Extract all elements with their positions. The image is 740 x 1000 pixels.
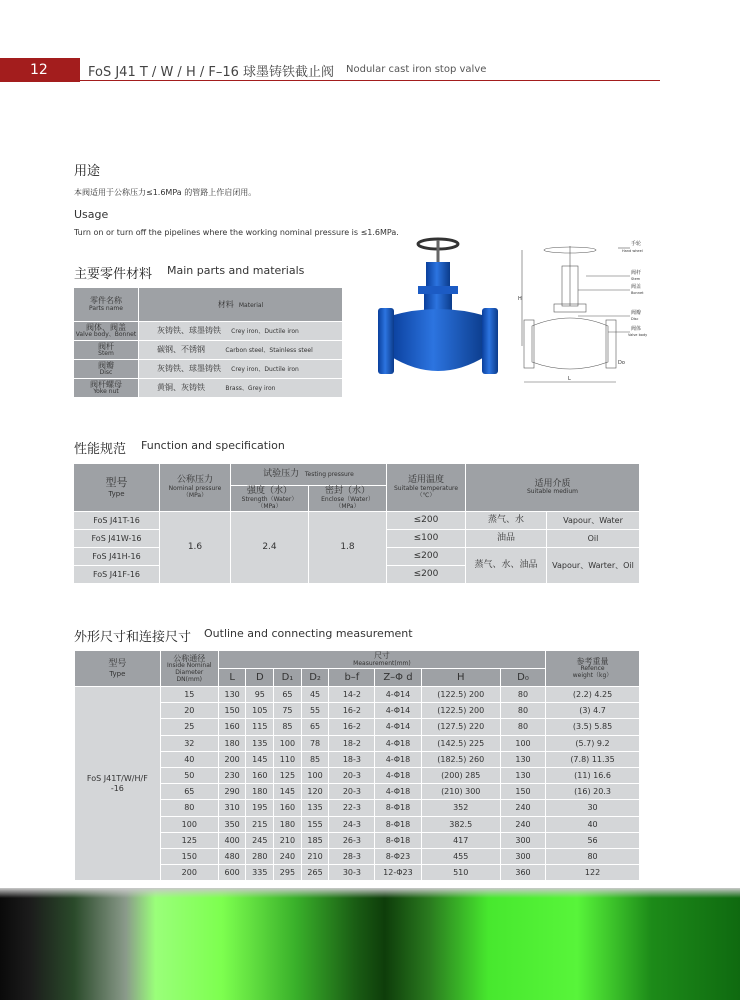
table-cell: (127.5) 220: [421, 719, 500, 735]
header-cell: 参考重量 Refence weight（kg）: [546, 651, 640, 687]
table-cell: 18-2: [329, 735, 375, 751]
table-cell: 蒸气、水、油品: [466, 548, 547, 584]
table-cell: 130: [500, 751, 545, 767]
table-cell: 28-3: [329, 848, 375, 864]
table-cell: 8-Φ18: [375, 800, 421, 816]
table-cell: 150: [500, 784, 545, 800]
table-cell: 阀体、阀盖 Valve body、Bonnet: [74, 322, 139, 341]
table-row: [74, 379, 343, 398]
header-cell: Z–Φ d: [375, 669, 421, 687]
table-cell: 215: [246, 816, 274, 832]
table-cell: 32: [160, 735, 218, 751]
table-row: [75, 848, 640, 864]
table-cell: 135: [246, 735, 274, 751]
table-cell: 16-2: [329, 719, 375, 735]
table-cell: FoS J41W-16: [74, 530, 160, 548]
table-cell: ≤200: [387, 548, 466, 566]
table-cell: 200: [160, 865, 218, 881]
table-cell: 352: [421, 800, 500, 816]
table-cell: 4-Φ14: [375, 703, 421, 719]
table-cell: 85: [274, 719, 302, 735]
table-cell: 40: [160, 751, 218, 767]
header-cell: 零件名称 Parts name: [74, 288, 139, 322]
drawing-label: 阀体: [631, 326, 642, 332]
function-table: [73, 463, 640, 584]
table-cell: 130: [500, 767, 545, 783]
table-cell: 195: [246, 800, 274, 816]
table-cell: 16-2: [329, 703, 375, 719]
drawing-label: 阀瓣: [631, 310, 642, 316]
table-cell: 30-3: [329, 865, 375, 881]
table-cell: (7.8) 11.35: [546, 751, 640, 767]
table-cell: 105: [246, 703, 274, 719]
table-row: [75, 816, 640, 832]
table-cell: (3) 4.7: [546, 703, 640, 719]
header-cell: D: [246, 669, 274, 687]
header-cell: 型号 Type: [74, 464, 160, 512]
table-cell: FoS J41H-16: [74, 548, 160, 566]
header-cell: L: [218, 669, 246, 687]
outline-table: [74, 650, 640, 881]
table-row: [75, 800, 640, 816]
table-cell: 417: [421, 832, 500, 848]
header-cell: 强度（水） Strength（Water） （MPa）: [231, 486, 309, 512]
table-cell: 油品: [466, 530, 547, 548]
table-cell: 黄铜、灰铸铁 Brass、Grey iron: [139, 379, 343, 398]
table-row: [74, 512, 640, 530]
table-cell: 145: [246, 751, 274, 767]
table-row: [74, 341, 343, 360]
header-cell: D₁: [274, 669, 302, 687]
header-cell: 材料 Material: [139, 288, 343, 322]
header-cell: 试验压力 Testing pressure: [231, 464, 387, 486]
table-cell: 300: [500, 832, 545, 848]
table-cell: 600: [218, 865, 246, 881]
table-cell: 50: [160, 767, 218, 783]
document-title: FoS J41 T / W / H / F–16 球墨铸铁截止阀: [88, 65, 335, 80]
table-row: [75, 687, 640, 703]
table-cell: 180: [246, 784, 274, 800]
table-cell: 阀杆螺母 Yoke nut: [74, 379, 139, 398]
table-cell: 80: [500, 719, 545, 735]
header-cell: 适用温度 Suitable temperature （℃）: [387, 464, 466, 512]
table-cell: 22-3: [329, 800, 375, 816]
table-cell: 125: [160, 832, 218, 848]
table-cell: (16) 20.3: [546, 784, 640, 800]
table-cell: 40: [546, 816, 640, 832]
drawing-dim-h: H: [518, 296, 522, 302]
table-cell: 8-Φ18: [375, 832, 421, 848]
table-cell: 26-3: [329, 832, 375, 848]
header-cell: 公称通径 Inside Nominal Diameter DN(mm): [160, 651, 218, 687]
table-row: [75, 832, 640, 848]
table-cell: 4-Φ18: [375, 767, 421, 783]
header-cell: 尺寸 Measurement(mm): [218, 651, 545, 669]
table-cell: 100: [500, 735, 545, 751]
header-cell: H: [421, 669, 500, 687]
table-header-row: [74, 464, 640, 486]
table-cell: FoS J41T-16: [74, 512, 160, 530]
table-cell: 75: [274, 703, 302, 719]
table-cell: Oil: [547, 530, 640, 548]
header-cell: D₂: [301, 669, 329, 687]
table-cell: 14-2: [329, 687, 375, 703]
table-cell: 55: [301, 703, 329, 719]
table-cell: 灰铸铁、球墨铸铁 Crey iron、Ductile iron: [139, 360, 343, 379]
table-cell: 290: [218, 784, 246, 800]
table-cell: 160: [218, 719, 246, 735]
table-cell: 25: [160, 719, 218, 735]
table-cell: 4-Φ18: [375, 735, 421, 751]
table-cell: 230: [218, 767, 246, 783]
type-cell: FoS J41T/W/H/F -16: [75, 687, 161, 881]
table-cell: 8-Φ18: [375, 816, 421, 832]
table-cell: 210: [301, 848, 329, 864]
table-cell: 2.4: [231, 512, 309, 584]
table-cell: 160: [246, 767, 274, 783]
header-cell: 公称压力 Nominal pressure （MPa）: [160, 464, 231, 512]
table-cell: 30: [546, 800, 640, 816]
table-cell: 8-Φ23: [375, 848, 421, 864]
valve-technical-drawing: [518, 236, 648, 386]
table-cell: 4-Φ14: [375, 687, 421, 703]
table-cell: 160: [274, 800, 302, 816]
table-cell: ≤100: [387, 530, 466, 548]
table-cell: 20-3: [329, 784, 375, 800]
table-row: [75, 784, 640, 800]
table-cell: (182.5) 260: [421, 751, 500, 767]
table-row: [75, 767, 640, 783]
header-cell: b–f: [329, 669, 375, 687]
table-cell: 120: [301, 784, 329, 800]
page-number: 12: [0, 58, 80, 82]
table-cell: 18-3: [329, 751, 375, 767]
table-cell: 80: [160, 800, 218, 816]
table-cell: 310: [218, 800, 246, 816]
table-cell: (142.5) 225: [421, 735, 500, 751]
table-cell: 20-3: [329, 767, 375, 783]
drawing-label: Bonnet: [631, 291, 644, 295]
table-cell: 240: [500, 816, 545, 832]
table-cell: (5.7) 9.2: [546, 735, 640, 751]
func-heading-en: Function and specification: [141, 439, 285, 452]
table-cell: 210: [274, 832, 302, 848]
table-cell: 185: [301, 832, 329, 848]
table-cell: 阀瓣 Disc: [74, 360, 139, 379]
table-row: [75, 735, 640, 751]
table-cell: 510: [421, 865, 500, 881]
table-cell: 15: [160, 687, 218, 703]
table-cell: 80: [500, 703, 545, 719]
table-row: [75, 719, 640, 735]
func-heading-cn: 性能规范: [74, 442, 127, 457]
table-cell: 灰铸铁、球墨铸铁 Crey iron、Ductile iron: [139, 322, 343, 341]
parts-heading-cn: 主要零件材料: [74, 267, 153, 282]
table-cell: ≤200: [387, 566, 466, 584]
parts-heading-en: Main parts and materials: [167, 264, 305, 277]
table-cell: 180: [218, 735, 246, 751]
table-cell: (122.5) 200: [421, 703, 500, 719]
table-cell: Vapour、Warter、Oil: [547, 548, 640, 584]
table-cell: (2.2) 4.25: [546, 687, 640, 703]
table-cell: 100: [301, 767, 329, 783]
table-cell: 155: [301, 816, 329, 832]
table-cell: 382.5: [421, 816, 500, 832]
table-cell: ≤200: [387, 512, 466, 530]
table-header-row: [75, 651, 640, 669]
usage-text-en: Turn on or turn off the pipelines where the working nominal pressure is ≤1.6MPa.: [74, 228, 399, 237]
valve-photo: [376, 236, 500, 386]
table-cell: 180: [274, 816, 302, 832]
table-cell: 150: [160, 848, 218, 864]
usage-heading-cn: 用途: [74, 164, 101, 179]
table-cell: 200: [218, 751, 246, 767]
table-cell: 100: [274, 735, 302, 751]
drawing-label: Disc: [631, 317, 639, 321]
table-cell: 65: [274, 687, 302, 703]
table-cell: 85: [301, 751, 329, 767]
table-cell: 400: [218, 832, 246, 848]
document-title-en: Nodular cast iron stop valve: [346, 64, 487, 75]
page-header: [0, 58, 660, 82]
table-cell: 80: [546, 848, 640, 864]
table-row: [75, 751, 640, 767]
table-cell: 4-Φ14: [375, 719, 421, 735]
table-cell: 122: [546, 865, 640, 881]
table-cell: 455: [421, 848, 500, 864]
table-cell: 240: [500, 800, 545, 816]
table-row: [74, 360, 343, 379]
table-cell: 45: [301, 687, 329, 703]
table-cell: Vapour、Water: [547, 512, 640, 530]
drawing-label: 阀盖: [631, 284, 642, 290]
header-cell: 适用介质 Suitable medium: [466, 464, 640, 512]
table-cell: 100: [160, 816, 218, 832]
table-cell: (210) 300: [421, 784, 500, 800]
decorative-bottom-band: [0, 888, 740, 1000]
drawing-label: Valve body: [628, 333, 648, 337]
drawing-label: Stem: [631, 277, 641, 281]
table-cell: 78: [301, 735, 329, 751]
header-cell: 型号 Type: [75, 651, 161, 687]
table-cell: 265: [301, 865, 329, 881]
table-cell: 24-3: [329, 816, 375, 832]
table-cell: 蒸气、水: [466, 512, 547, 530]
table-cell: 150: [218, 703, 246, 719]
table-row: [74, 322, 343, 341]
table-cell: 145: [274, 784, 302, 800]
table-cell: 125: [274, 767, 302, 783]
table-cell: FoS J41F-16: [74, 566, 160, 584]
table-cell: 65: [301, 719, 329, 735]
table-cell: 130: [218, 687, 246, 703]
usage-heading-en: Usage: [74, 208, 109, 221]
table-cell: 135: [301, 800, 329, 816]
table-cell: 1.8: [309, 512, 387, 584]
table-cell: (11) 16.6: [546, 767, 640, 783]
table-cell: (122.5) 200: [421, 687, 500, 703]
table-cell: 245: [246, 832, 274, 848]
parts-table: [73, 287, 343, 398]
header-rule: [80, 80, 660, 81]
table-cell: 56: [546, 832, 640, 848]
table-cell: 280: [246, 848, 274, 864]
drawing-label: 阀杆: [631, 270, 642, 276]
table-header-row: [74, 288, 343, 322]
table-cell: 295: [274, 865, 302, 881]
table-cell: 80: [500, 687, 545, 703]
table-row: [75, 865, 640, 881]
drawing-dim-do: Do: [618, 360, 625, 366]
drawing-label: Hand wheel: [622, 249, 643, 253]
table-cell: 350: [218, 816, 246, 832]
table-cell: 335: [246, 865, 274, 881]
table-cell: 480: [218, 848, 246, 864]
table-cell: 碳钢、不锈钢 Carbon steel、Stainless steel: [139, 341, 343, 360]
table-cell: 65: [160, 784, 218, 800]
table-cell: 95: [246, 687, 274, 703]
table-cell: 110: [274, 751, 302, 767]
table-cell: 12-Φ23: [375, 865, 421, 881]
table-cell: 300: [500, 848, 545, 864]
drawing-label: 手轮: [631, 241, 642, 247]
usage-text-cn: 本阀适用于公称压力≤1.6MPa 的管路上作启闭用。: [74, 188, 257, 197]
table-cell: 360: [500, 865, 545, 881]
table-cell: 240: [274, 848, 302, 864]
table-cell: 1.6: [160, 512, 231, 584]
drawing-dim-l: L: [568, 376, 571, 382]
table-cell: 4-Φ18: [375, 784, 421, 800]
table-cell: (200) 285: [421, 767, 500, 783]
header-cell: 密封（水） Enclose（Water） （MPa）: [309, 486, 387, 512]
outline-heading-en: Outline and connecting measurement: [204, 627, 413, 640]
table-cell: 阀杆 Stem: [74, 341, 139, 360]
table-cell: (3.5) 5.85: [546, 719, 640, 735]
table-row: [75, 703, 640, 719]
header-cell: D₀: [500, 669, 545, 687]
outline-heading-cn: 外形尺寸和连接尺寸: [74, 630, 192, 645]
table-cell: 4-Φ18: [375, 751, 421, 767]
table-cell: 115: [246, 719, 274, 735]
table-cell: 20: [160, 703, 218, 719]
